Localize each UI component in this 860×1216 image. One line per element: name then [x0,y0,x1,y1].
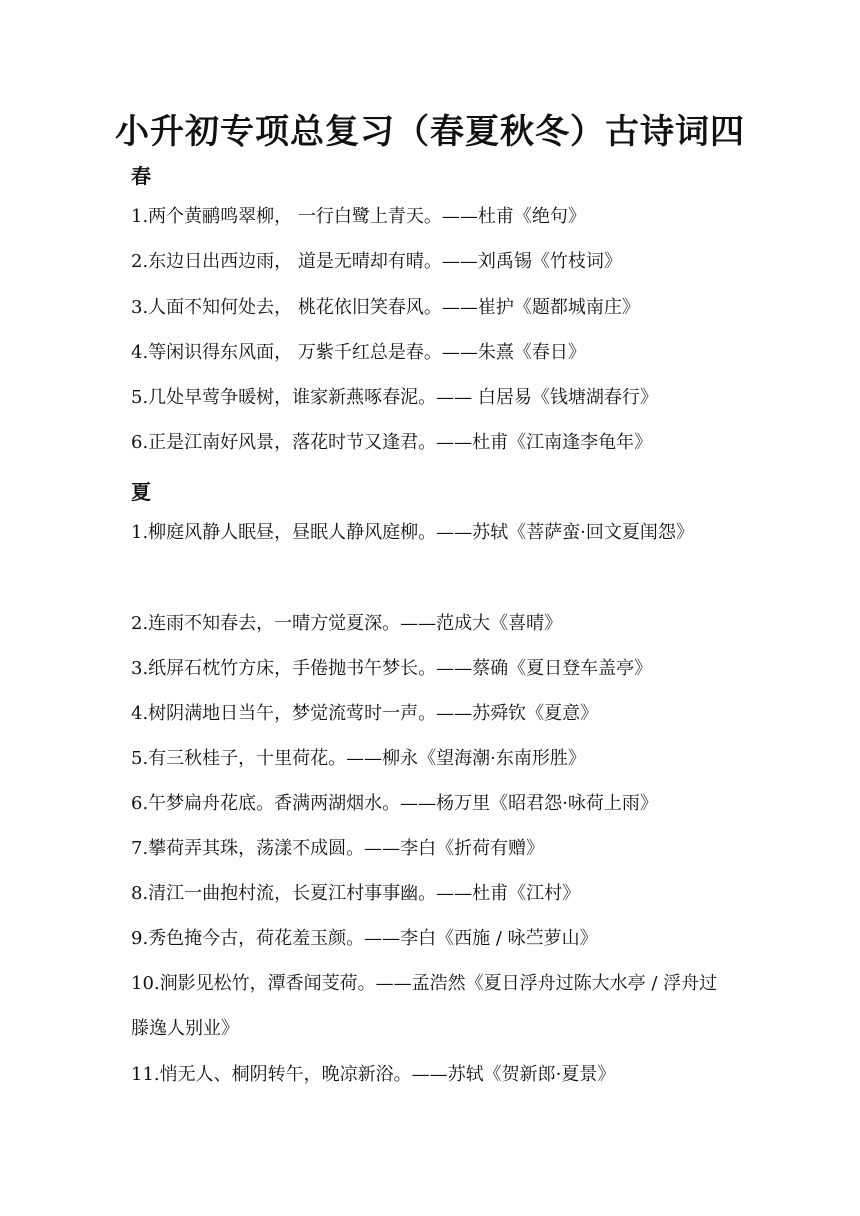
poem-line: 11.悄无人、桐阴转午，晚凉新浴。——苏轼《贺新郎·夏景》 [131,1064,616,1085]
poem-line: 5.几处早莺争暖树，谁家新燕啄春泥。—— 白居易《钱塘湖春行》 [131,387,658,408]
poem-line: 1.柳庭风静人眠昼，昼眠人静风庭柳。——苏轼《菩萨蛮·回文夏闺怨》 [131,522,694,543]
poem-line: 6.正是江南好风景，落花时节又逢君。——杜甫《江南逢李龟年》 [131,432,653,453]
poem-line: 1.两个黄鹂鸣翠柳， 一行白鹭上青天。——杜甫《绝句》 [131,206,586,227]
poem-line: 8.清江一曲抱村流，长夏江村事事幽。——杜甫《江村》 [131,883,581,904]
section-heading-summer: 夏 [131,480,151,504]
poem-line: 2.连雨不知春去，一晴方觉夏深。——范成大《喜晴》 [131,613,563,634]
poem-line: 4.等闲识得东风面， 万紫千红总是春。——朱熹《春日》 [131,342,586,363]
poem-line: 10.涧影见松竹，潭香闻芰荷。——孟浩然《夏日浮舟过陈大水亭 / 浮舟过滕逸人别业》 [131,973,718,1039]
poem-line: 2.东边日出西边雨， 道是无晴却有晴。——刘禹锡《竹枝词》 [131,251,622,272]
poem-line: 5.有三秋桂子，十里荷花。——柳永《望海潮·东南形胜》 [131,748,586,769]
poem-line: 3.人面不知何处去， 桃花依旧笑春风。——崔护《题都城南庄》 [131,297,640,318]
document-title: 小升初专项总复习（春夏秋冬）古诗词四 [115,112,745,152]
poem-line: 3.纸屏石枕竹方床，手倦抛书午梦长。——蔡确《夏日登车盖亭》 [131,658,653,679]
poem-line: 7.攀荷弄其珠，荡漾不成圆。——李白《折荷有赠》 [131,838,545,859]
poem-line: 9.秀色掩今古，荷花羞玉颜。——李白《西施 / 咏苎萝山》 [131,928,598,949]
section-heading-spring: 春 [131,164,151,188]
poem-line: 6.午梦扁舟花底。香满两湖烟水。——杨万里《昭君怨·咏荷上雨》 [131,793,658,814]
poem-line: 4.树阴满地日当午，梦觉流莺时一声。——苏舜钦《夏意》 [131,703,599,724]
